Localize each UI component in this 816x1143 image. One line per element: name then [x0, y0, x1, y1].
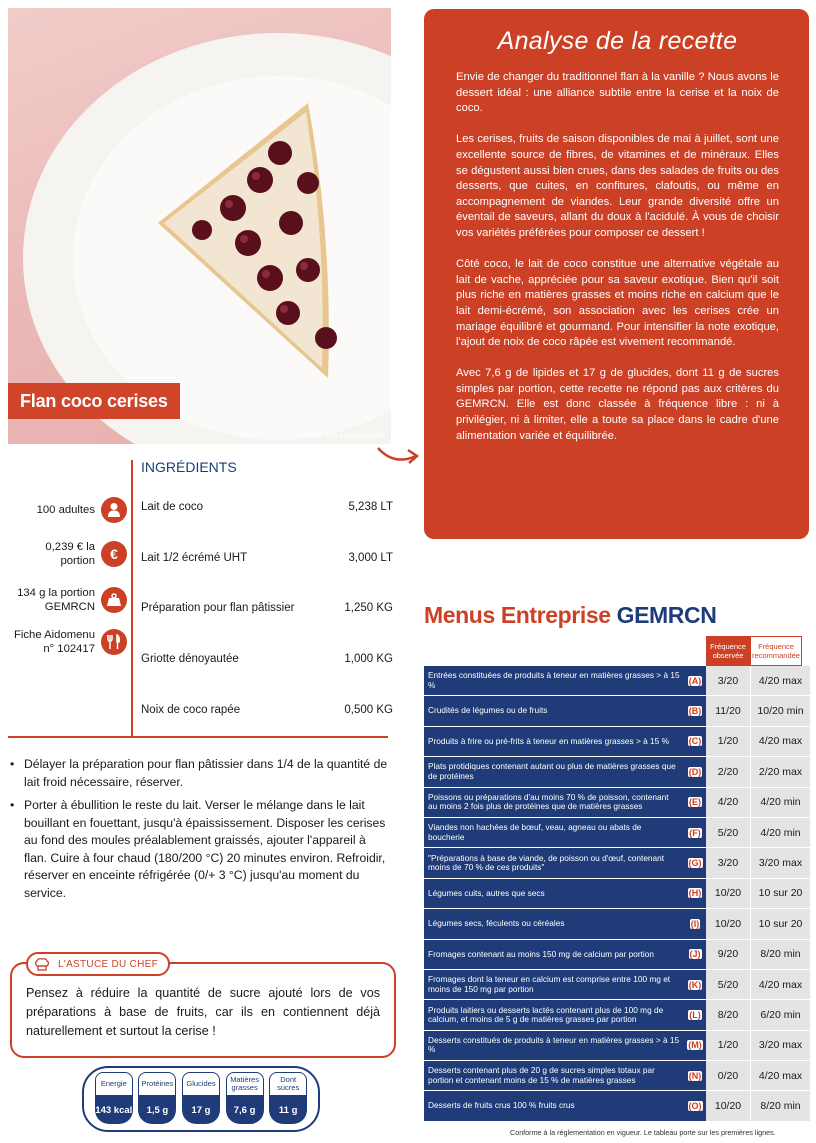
- menu-category-code: [684, 757, 706, 786]
- code-badge: (K): [688, 979, 702, 990]
- ingredient-qty: 3,000 LT: [348, 551, 393, 564]
- menus-table-body: [424, 666, 810, 1122]
- table-row: [424, 848, 810, 878]
- menu-category-label: Poissons ou préparations d'au moins 70 % de poisson, contenant au moins 2 fois plus de protéines que de matières grasses: [424, 788, 684, 817]
- nutrition-panel: [82, 1066, 320, 1132]
- code-badge: (E): [689, 797, 701, 808]
- analysis-box: [424, 9, 809, 539]
- meta-text: portion: [60, 555, 95, 567]
- nutrition-value: 11 g: [269, 1096, 307, 1124]
- menus-title: [424, 602, 716, 629]
- menu-category-code: [684, 1091, 706, 1120]
- euro-icon: €: [101, 541, 127, 567]
- menu-category-label: Fromages dont la teneur en calcium est comprise entre 100 mg et moins de 150 mg par portion: [424, 970, 684, 999]
- observed-frequency: 2/20: [706, 757, 750, 786]
- menu-category-label: Produits laitiers ou desserts lactés contenant plus de 100 mg de calcium, et moins de 5 g de matières grasses par portion: [424, 1000, 684, 1029]
- observed-frequency: 1/20: [706, 727, 750, 756]
- ingredient-row: [141, 634, 393, 685]
- step-item: • Délayer la préparation pour flan pâtissier dans 1/4 de la quantité de lait froid nécessaire, réserver.: [10, 756, 390, 791]
- analysis-title: Analyse de la recette: [497, 27, 738, 55]
- ingredient-qty: 0,500 KG: [344, 703, 393, 716]
- chef-hat-icon: [34, 957, 50, 971]
- nutrition-label: Glucides: [182, 1072, 220, 1096]
- observed-frequency: 3/20: [706, 848, 750, 877]
- nutrition-value: 7,6 g: [226, 1096, 264, 1124]
- ingredient-name: Noix de coco rapée: [141, 703, 241, 716]
- menu-category-label: Légumes cuits, autres que secs: [424, 879, 684, 908]
- menu-category-label: Plats protidiques contenant autant ou plus de matières grasses que de protéines: [424, 757, 684, 786]
- ingredient-row: [141, 583, 393, 634]
- menu-category-code: [684, 1031, 706, 1060]
- recommended-frequency: 4/20 max: [750, 1061, 810, 1090]
- observed-frequency: 1/20: [706, 1031, 750, 1060]
- recommended-frequency: 8/20 min: [750, 940, 810, 969]
- ingredients-title: INGRÉDIENTS: [141, 459, 237, 475]
- ingredient-name: Lait de coco: [141, 501, 204, 514]
- chef-tip-text: Pensez à réduire la quantité de sucre ajouté lors de vos préparations à base de fruits, car ils en contiennent déjà naturellement et surtout la cerise !: [26, 986, 380, 1038]
- menu-category-code: [684, 1000, 706, 1029]
- observed-frequency: 5/20: [706, 970, 750, 999]
- menu-category-label: Fromages contenant au moins 150 mg de calcium par portion: [424, 940, 684, 969]
- table-row: [424, 788, 810, 818]
- preparation-steps: [10, 756, 390, 908]
- recommended-frequency: 4/20 max: [750, 727, 810, 756]
- table-row: [424, 757, 810, 787]
- meta-text: Fiche Aidomenu: [13, 629, 95, 641]
- observed-frequency: 10/20: [706, 1091, 750, 1120]
- meta-portion: [0, 586, 127, 614]
- menu-category-label: Légumes secs, féculents ou céréales: [424, 909, 684, 938]
- meta-fiche: [0, 628, 127, 656]
- meta-price: [0, 540, 127, 568]
- menu-category-code: [684, 970, 706, 999]
- nutrition-item: [138, 1072, 176, 1126]
- nutrition-item: [269, 1072, 307, 1126]
- menu-category-code: [684, 727, 706, 756]
- table-row: [424, 1091, 810, 1121]
- menu-category-code: [684, 940, 706, 969]
- flan-slice-illustration: [8, 8, 391, 444]
- code-badge: (F): [689, 827, 701, 838]
- analysis-paragraph: Les cerises, fruits de saison disponibles de mai à juillet, sont une excellente source de fibres, de vitamines et de minéraux. Elles se dégustent aussi bien crues, dans des salades de fruits ou des desserts, que cuites, en confitures, clafoutis, ou même en accompagnement de viandes. Leur grande diversité offre un éventail de saveurs, allant du doux à l'acidulé. À vous de choisir vos variétés préférées pour composer ce dessert !: [456, 133, 779, 239]
- observed-frequency: 11/20: [706, 696, 750, 725]
- ingredient-name: Lait 1/2 écrémé UHT: [141, 551, 248, 564]
- divider: [131, 460, 133, 738]
- chef-tip-tag: [26, 952, 170, 976]
- meta-text: 0,239 € la: [45, 541, 95, 553]
- meta-text: 100 adultes: [36, 504, 95, 516]
- cutlery-icon: [101, 629, 127, 655]
- table-row: [424, 1061, 810, 1091]
- recipe-photo: [8, 8, 391, 444]
- menu-category-code: [684, 696, 706, 725]
- table-row: [424, 909, 810, 939]
- ingredient-qty: 1,000 KG: [344, 653, 393, 666]
- analysis-paragraph: Côté coco, le lait de coco constitue une alternative végétale au lait de vache, appréciée pour sa saveur exotique. Bien qu'il soit plus riche en matières grasses et moins riche en calcium que le lait demi-écrémé, son association avec les cerises crée un mariage équilibré et gourmand. Pour intensifier la note exotique, l'ajout de noix de coco râpée est vivement recommandé.: [456, 258, 779, 349]
- code-badge: (C): [688, 736, 702, 747]
- recommended-frequency: 3/20 max: [750, 1031, 810, 1060]
- menu-category-label: Desserts de fruits crus 100 % fruits crus: [424, 1091, 684, 1120]
- menu-category-code: [684, 666, 706, 695]
- ingredient-name: Griotte dénoyautée: [141, 653, 239, 666]
- nutrition-label: Protéines: [138, 1072, 176, 1096]
- menu-category-label: Entrées constituées de produits à teneur en matières grasses > à 15 %: [424, 666, 684, 695]
- recommended-frequency: 10 sur 20: [750, 879, 810, 908]
- ingredient-name: Préparation pour flan pâtissier: [141, 602, 295, 615]
- recommended-frequency: 4/20 max: [750, 970, 810, 999]
- table-row: [424, 666, 810, 696]
- menu-category-code: [684, 1061, 706, 1090]
- menus-table-header: [706, 636, 810, 666]
- recommended-frequency: 8/20 min: [750, 1091, 810, 1120]
- menus-footnote: Conforme à la réglementation en vigueur. Le tableau porte sur les premières lignes.: [510, 1128, 776, 1137]
- menu-category-label: Desserts contenant plus de 20 g de sucres simples totaux par portion et contenant moins de 15 % de matières grasses: [424, 1061, 684, 1090]
- nutrition-label: Dont sucres: [269, 1072, 307, 1096]
- observed-frequency: 10/20: [706, 879, 750, 908]
- meta-text: n° 102417: [43, 643, 95, 655]
- nutrition-value: 1,5 g: [138, 1096, 176, 1124]
- meta-text: GEMRCN: [44, 601, 95, 613]
- recommended-frequency: 4/20 min: [750, 818, 810, 847]
- analysis-paragraph: Avec 7,6 g de lipides et 17 g de glucides, dont 11 g de sucres simples par portion, cette recette ne répond pas aux critères du GEMRCN. Elle est donc classée à fréquence libre : ni à privilégier, ni à limiter, elle a toute sa place dans le cadre d'une alimentation variée et équilibrée.: [456, 367, 779, 442]
- chef-tip-box: [10, 958, 396, 1058]
- nutrition-value: 17 g: [182, 1096, 220, 1124]
- meta-servings: [0, 497, 127, 523]
- code-badge: (A): [688, 675, 702, 686]
- observed-frequency: 10/20: [706, 909, 750, 938]
- table-row: [424, 1031, 810, 1061]
- photo-disclaimer: Photo non contractuelle: [300, 431, 385, 440]
- code-badge: (G): [688, 858, 702, 869]
- recommended-frequency: 2/20 max: [750, 757, 810, 786]
- menu-category-code: [684, 818, 706, 847]
- table-row: [424, 940, 810, 970]
- recommended-frequency: 6/20 min: [750, 1000, 810, 1029]
- recommended-frequency: 10 sur 20: [750, 909, 810, 938]
- ingredient-row: [141, 482, 393, 533]
- nutrition-item: [182, 1072, 220, 1126]
- analysis-paragraph: Envie de changer du traditionnel flan à la vanille ? Nous avons le dessert idéal : une alliance subtile entre la cerise et la noix de coco.: [456, 71, 779, 115]
- menu-category-label: Produits à frire ou pré-frits à teneur en matières grasses > à 15 %: [424, 727, 684, 756]
- observed-frequency: 9/20: [706, 940, 750, 969]
- ingredients-list: [141, 482, 393, 735]
- code-badge: (M): [688, 1040, 702, 1051]
- meta-text: 134 g la portion: [17, 587, 95, 599]
- observed-frequency: 0/20: [706, 1061, 750, 1090]
- table-row: [424, 696, 810, 726]
- nutrition-label: Matières grasses: [226, 1072, 264, 1096]
- divider: [8, 736, 388, 738]
- menu-category-code: [684, 879, 706, 908]
- nutrition-value: 143 kcal: [95, 1096, 133, 1124]
- ingredient-qty: 5,238 LT: [348, 501, 393, 514]
- table-row: [424, 818, 810, 848]
- code-badge: (I): [690, 918, 700, 929]
- menus-title-gemrcn: GEMRCN: [616, 602, 717, 628]
- menu-category-code: [684, 848, 706, 877]
- header-frequence-recommandee: Fréquence recommandée: [750, 636, 802, 666]
- nutrition-item: [226, 1072, 264, 1126]
- ingredient-qty: 1,250 KG: [344, 602, 393, 615]
- observed-frequency: 5/20: [706, 818, 750, 847]
- header-frequence-observee: Fréquence observée: [706, 636, 750, 666]
- code-badge: (H): [688, 888, 702, 899]
- recommended-frequency: 10/20 min: [750, 696, 810, 725]
- nutrition-label: Energie: [95, 1072, 133, 1096]
- code-badge: (O): [688, 1101, 702, 1112]
- menu-category-code: [684, 788, 706, 817]
- menu-category-label: Crudités de légumes ou de fruits: [424, 696, 684, 725]
- recommended-frequency: 4/20 max: [750, 666, 810, 695]
- weight-icon: [101, 587, 127, 613]
- curved-arrow-icon: [376, 440, 420, 470]
- table-row: [424, 879, 810, 909]
- menu-category-label: Viandes non hachées de bœuf, veau, agneau ou abats de boucherie: [424, 818, 684, 847]
- recommended-frequency: 3/20 max: [750, 848, 810, 877]
- recommended-frequency: 4/20 min: [750, 788, 810, 817]
- menu-category-code: [684, 909, 706, 938]
- code-badge: (D): [688, 766, 702, 777]
- ingredient-row: [141, 533, 393, 584]
- ingredient-row: [141, 684, 393, 735]
- code-badge: (N): [688, 1070, 702, 1081]
- code-badge: (L): [689, 1009, 701, 1020]
- observed-frequency: 8/20: [706, 1000, 750, 1029]
- menus-title-main: Menus Entreprise: [424, 602, 611, 628]
- nutrition-item: [95, 1072, 133, 1126]
- table-row: [424, 727, 810, 757]
- person-icon: [101, 497, 127, 523]
- code-badge: (B): [688, 706, 702, 717]
- recipe-title: Flan coco cerises: [8, 383, 180, 419]
- menu-category-label: "Préparations à base de viande, de poisson ou d'œuf, contenant moins de 70 % de ces produits": [424, 848, 684, 877]
- step-item: • Porter à ébullition le reste du lait. Verser le mélange dans le lait bouillant en fouettant, jusqu'à épaississement. Disposer les cerises au fond des moules préalablement graissés, ajouter l'appareil à flan. Cuire à four chaud (180/200 °C) 20 minutes environ. Refroidir, réserver en enceinte réfrigérée (0/+ 3 °C) jusqu'au moment du service.: [10, 797, 390, 902]
- observed-frequency: 3/20: [706, 666, 750, 695]
- chef-tip-label: L'ASTUCE DU CHEF: [58, 958, 159, 970]
- code-badge: (J): [689, 949, 701, 960]
- observed-frequency: 4/20: [706, 788, 750, 817]
- table-row: [424, 1000, 810, 1030]
- menus-table: [424, 636, 810, 1122]
- menu-category-label: Desserts constitués de produits à teneur en matières grasses > à 15 %: [424, 1031, 684, 1060]
- table-row: [424, 970, 810, 1000]
